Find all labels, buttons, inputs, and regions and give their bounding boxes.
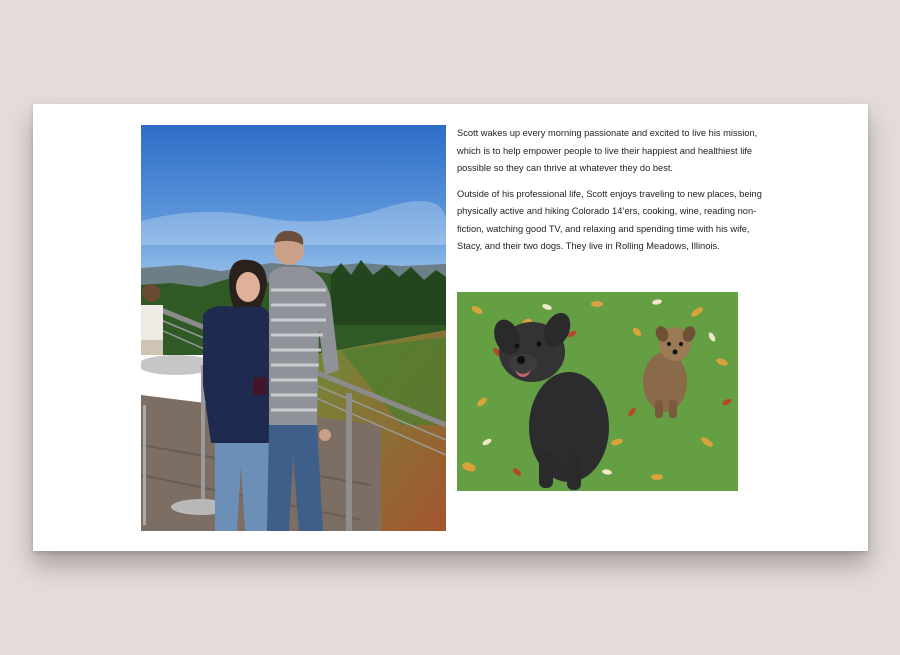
bio-paragraph-1: Scott wakes up every morning passionate and excited to live his mission, which is to help empower people to live their happiest and healthiest life possible so they can thrive at whatever they do best. [457, 128, 758, 173]
bio-paragraph-2: Outside of his professional life, Scott enjoys traveling to new places, being physically active and hiking Colorado 14’ers, cooking, wine, reading non-fiction, watching good TV, and relaxing and spending time with his wife, Stacy, and their two dogs. They live in Rolling Meadows, Illinois. [457, 188, 762, 251]
bio-text [457, 125, 767, 264]
couple-photo [141, 125, 446, 531]
bio-slide [33, 104, 868, 551]
dogs-photo [457, 292, 738, 491]
